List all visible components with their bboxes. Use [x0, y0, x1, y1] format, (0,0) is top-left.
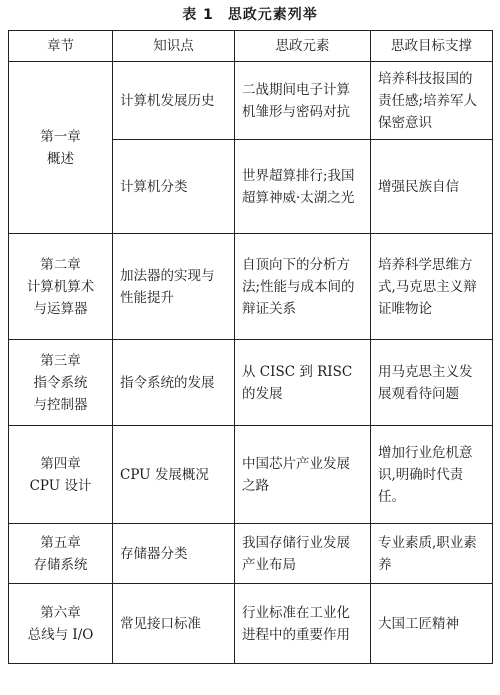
element-cell: 从 CISC 到 RISC 的发展 [235, 340, 371, 426]
element-cell: 二战期间电子计算机雏形与密码对抗 [235, 62, 371, 140]
knowledge-cell: 常见接口标准 [113, 584, 235, 664]
chapter-cell: 第二章 计算机算术 与运算器 [9, 234, 113, 340]
table-row [9, 62, 493, 140]
table-row [9, 340, 493, 426]
table-caption [0, 4, 500, 24]
goal-cell: 培养科技报国的责任感;培养军人保密意识 [371, 62, 493, 140]
header-ideology-element: 思政元素 [235, 31, 371, 62]
goal-cell: 专业素质,职业素养 [371, 524, 493, 584]
goal-cell: 用马克思主义发展观看待问题 [371, 340, 493, 426]
chapter-cell: 第四章 CPU 设计 [9, 426, 113, 524]
header-knowledge-point: 知识点 [113, 31, 235, 62]
table-title: 思政元素列举 [227, 7, 318, 23]
header-row [9, 31, 493, 62]
header-goal-support: 思政目标支撑 [371, 31, 493, 62]
header-chapter: 章节 [9, 31, 113, 62]
knowledge-cell: 计算机发展历史 [113, 62, 235, 140]
knowledge-cell: 指令系统的发展 [113, 340, 235, 426]
goal-cell: 增强民族自信 [371, 140, 493, 234]
chapter-cell: 第六章 总线与 I/O [9, 584, 113, 664]
chapter-cell: 第三章 指令系统 与控制器 [9, 340, 113, 426]
table-row [9, 524, 493, 584]
goal-cell: 增加行业危机意识,明确时代责任。 [371, 426, 493, 524]
table-row [9, 426, 493, 524]
goal-cell: 培养科学思维方式,马克思主义辩证唯物论 [371, 234, 493, 340]
table-number: 表 1 [182, 7, 214, 23]
goal-cell: 大国工匠精神 [371, 584, 493, 664]
table-row [9, 234, 493, 340]
knowledge-cell: 计算机分类 [113, 140, 235, 234]
element-cell: 行业标准在工业化进程中的重要作用 [235, 584, 371, 664]
ideology-elements-table [8, 30, 493, 664]
knowledge-cell: 加法器的实现与性能提升 [113, 234, 235, 340]
element-cell: 自顶向下的分析方法;性能与成本间的辩证关系 [235, 234, 371, 340]
element-cell: 我国存储行业发展产业布局 [235, 524, 371, 584]
table-row [9, 584, 493, 664]
chapter-cell: 第五章 存储系统 [9, 524, 113, 584]
knowledge-cell: 存储器分类 [113, 524, 235, 584]
knowledge-cell: CPU 发展概况 [113, 426, 235, 524]
element-cell: 世界超算排行;我国超算神威·太湖之光 [235, 140, 371, 234]
element-cell: 中国芯片产业发展之路 [235, 426, 371, 524]
chapter-cell: 第一章 概述 [9, 62, 113, 234]
